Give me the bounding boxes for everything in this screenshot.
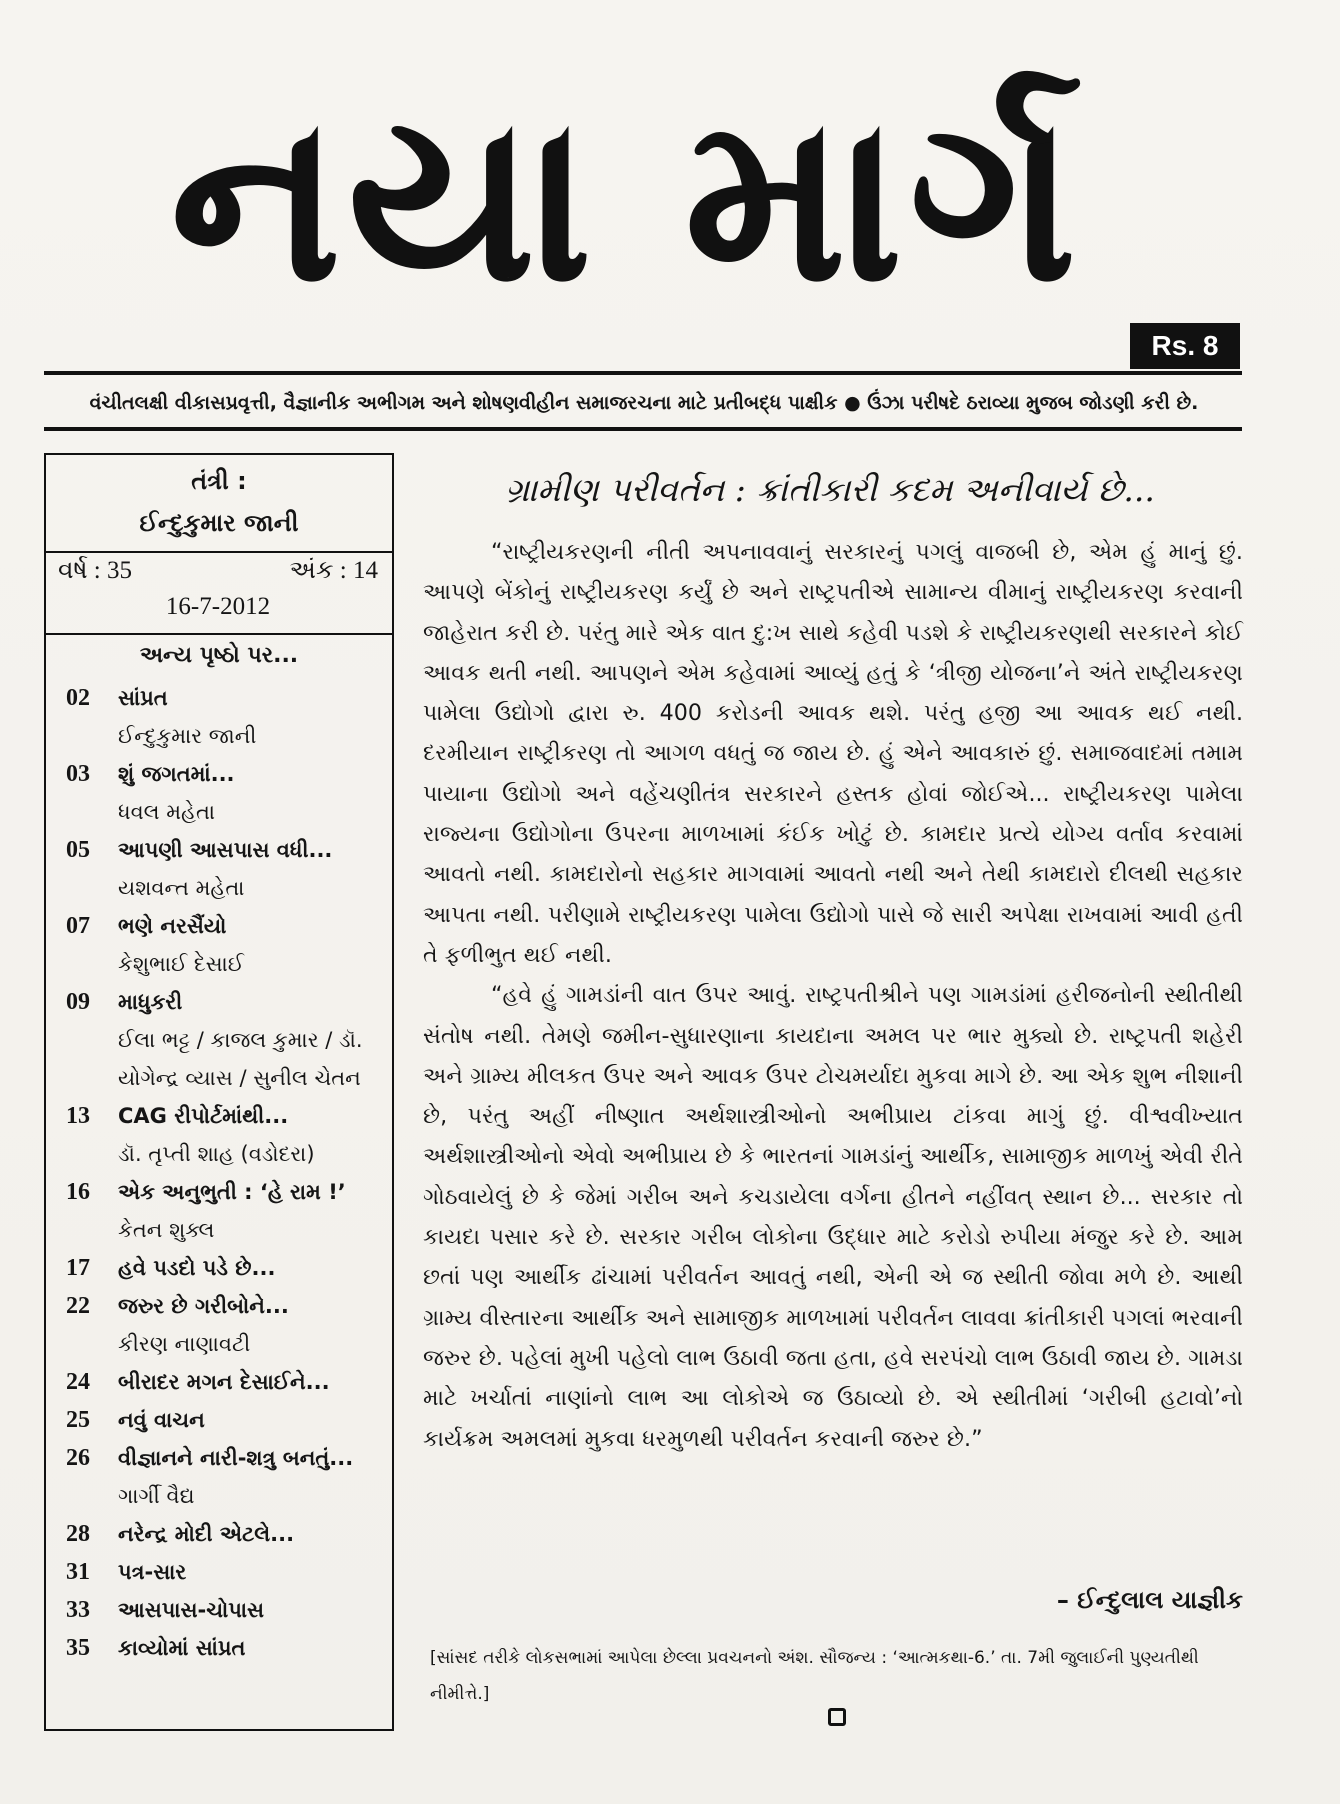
toc-page-number: 35 [66, 1635, 90, 1661]
toc-item[interactable] [66, 1439, 386, 1515]
toc-title: આપણી આસપાસ વધી... [118, 838, 333, 862]
toc-title: ભણે નરસૈંયો [118, 914, 227, 938]
toc-item[interactable] [66, 1401, 386, 1439]
toc-title: નરેન્દ્ર મોદી એટલે... [118, 1522, 295, 1546]
toc-page-number: 28 [66, 1521, 90, 1547]
price-badge: Rs. 8 [1130, 323, 1240, 369]
masthead-title: નયા માર્ગ [170, 66, 1083, 333]
article-body [423, 532, 1243, 1459]
toc-item[interactable] [66, 755, 386, 831]
masthead-rule-top [44, 371, 1242, 375]
toc-page-number: 25 [66, 1407, 90, 1433]
toc-item[interactable] [66, 1097, 386, 1173]
toc-page-number: 16 [66, 1179, 90, 1205]
toc-item[interactable] [66, 1363, 386, 1401]
toc-page-number: 03 [66, 761, 90, 787]
volume-number: વર્ષ : 35 [58, 557, 132, 584]
toc-item[interactable] [66, 983, 386, 1097]
editor-label: તંત્રી : [191, 467, 247, 495]
toc-title: જરુર છે ગરીબોને... [118, 1294, 289, 1318]
toc-title: સાંપ્રત [118, 686, 168, 710]
toc-page-number: 26 [66, 1445, 90, 1471]
toc-title: કાવ્યોમાં સાંપ્રત [118, 1636, 246, 1660]
toc-page-number: 05 [66, 837, 90, 863]
toc-author: ડૉ. તૃપ્તી શાહ (વડોદરા) [118, 1142, 315, 1166]
divider [46, 551, 392, 553]
toc-title: આસપાસ-ચોપાસ [118, 1598, 265, 1622]
toc-page-number: 31 [66, 1559, 90, 1585]
toc-author: ઈલા ભટ્ટ / કાજલ કુમાર / ડૉ. યોગેન્દ્ર વ્યાસ / સુનીલ ચેતન [118, 1028, 363, 1090]
toc-item[interactable] [66, 1287, 386, 1363]
article-footnote: [સાંસદ તરીકે લોકસભામાં આપેલા છેલ્લા પ્રવચનનો અંશ. સૌજન્ય : ‘આત્મકથા-6.’ તા. 7મી જુલાઈની પુણ્યતીથી નીમીત્તે.] [430, 1648, 1199, 1704]
toc-author: ગાર્ગી વૈદ્ય [118, 1484, 195, 1508]
toc-page-number: 02 [66, 685, 90, 711]
divider [46, 633, 392, 635]
toc-item[interactable] [66, 831, 386, 907]
contents-box [44, 453, 394, 1731]
toc-item[interactable] [66, 1591, 386, 1629]
toc-page-number: 07 [66, 913, 90, 939]
toc-page-number: 33 [66, 1597, 90, 1623]
issue-number: અંક : 14 [289, 557, 378, 584]
toc-title: CAG રીપોર્ટમાંથી... [118, 1104, 289, 1128]
toc-page-number: 22 [66, 1293, 90, 1319]
toc-title: એક અનુભુતી : ‘હે રામ !’ [118, 1180, 346, 1204]
article-signature: – ઈન્દુલાલ યાજ્ઞીક [1056, 1586, 1243, 1614]
toc-title: બીરાદર મગન દેસાઈને... [118, 1370, 330, 1394]
issue-date: 16-7-2012 [165, 593, 271, 620]
toc-author: કીરણ નાણાવટી [118, 1332, 251, 1356]
table-of-contents [66, 679, 386, 1667]
masthead-rule-bottom [44, 427, 1242, 431]
toc-page-number: 24 [66, 1369, 90, 1395]
toc-item[interactable] [66, 1629, 386, 1667]
toc-item[interactable] [66, 1249, 386, 1287]
toc-author: યશવન્ત મહેતા [118, 876, 245, 900]
end-of-article-icon [828, 1708, 846, 1726]
other-pages-heading: અન્ય પૃષ્ઠો પર... [139, 643, 299, 668]
toc-item[interactable] [66, 1173, 386, 1249]
article-paragraph: “રાષ્ટ્રીયકરણની નીતી અપનાવવાનું સરકારનું પગલું વાજબી છે, એમ હું માનું છું. આપણે બેંકોનું રાષ્ટ્રીયકરણ કર્યું છે અને રાષ્ટ્રપતીએ સામાન્ય વીમાનું રાષ્ટ્રીયકરણ કરવાની જાહેરાત કરી છે. પરંતુ મારે એક વાત દુ:ખ સાથે કહેવી પડશે કે રાષ્ટ્રીયકરણથી સરકારને કોઈ આવક થતી નથી. આપણને એમ કહેવામાં આવ્યું હતું કે ‘ત્રીજી યોજના’ને અંતે રાષ્ટ્રીયકરણ પામેલા ઉદ્યોગો દ્વારા રુ. 400 કરોડની આવક થશે. પરંતુ હજી આ આવક થઈ નથી. દરમીયાન રાષ્ટ્રીકરણ તો આગળ વધતું જ જાય છે. હું એને આવકારું છું. સમાજવાદમાં તમામ પાયાના ઉદ્યોગો અને વહેંચણીતંત્ર સરકારને હસ્તક હોવાં જોઈએ... રાષ્ટ્રીયકરણ પામેલા રાજ્યના ઉદ્યોગોના ઉપરના માળખામાં કંઈક ખોટું છે. કામદાર પ્રત્યે યોગ્ય વર્તાવ કરવામાં આવતો નથી. કામદારોનો સહકાર માગવામાં આવતો નથી અને તેથી કામદારો દીલથી સહકાર આપતા નથી. પરીણામે રાષ્ટ્રીયકરણ પામેલા ઉદ્યોગો પાસે જે સારી અપેક્ષા રાખવામાં આવી હતી તે ફળીભુત થઈ નથી. [423, 539, 1243, 968]
toc-title: નવું વાચન [118, 1408, 205, 1432]
toc-title: માધુકરી [118, 990, 183, 1014]
toc-author: કેશુભાઈ દેસાઈ [118, 952, 244, 976]
toc-item[interactable] [66, 1515, 386, 1553]
toc-title: વીજ્ઞાનને નારી-શત્રુ બનતું... [118, 1446, 354, 1470]
toc-author: ઈન્દુકુમાર જાની [118, 724, 257, 748]
toc-title: હવે પડદો પડે છે... [118, 1256, 276, 1280]
article-paragraph: “હવે હું ગામડાંની વાત ઉપર આવું. રાષ્ટ્રપતીશ્રીને પણ ગામડાંમાં હરીજનોની સ્થીતીથી સંતોષ નથી. તેમણે જમીન-સુધારણાના કાયદાના અમલ પર ભાર મુક્યો છે. રાષ્ટ્રપતી શહેરી અને ગ્રામ્ય મીલકત ઉપર અને આવક ઉપર ટોચમર્યાદા મુકવા માગે છે. આ એક શુભ નીશાની છે, પરંતુ અહીં નીષ્ણાત અર્થશાસ્ત્રીઓનો અભીપ્રાય ટાંકવા માગું છું. વીશ્વવીખ્યાત અર્થશાસ્ત્રીઓનો એવો અભીપ્રાય છે કે ભારતનાં ગામડાંનું આર્થીક, સામાજીક માળખું એવી રીતે ગોઠવાયેલું છે કે જેમાં ગરીબ અને કચડાયેલા વર્ગના હીતને નહીંવત્ સ્થાન છે... સરકાર તો કાયદા પસાર કરે છે. સરકાર ગરીબ લોકોના ઉદ્ધાર માટે કરોડો રુપીયા મંજુર કરે છે. આમ છતાં પણ આર્થીક ઢાંચામાં પરીવર્તન આવતું નથી, એની એ જ સ્થીતી જોવા મળે છે. આથી ગ્રામ્ય વીસ્તારના આર્થીક અને સામાજીક માળખામાં પરીવર્તન લાવવા ક્રાંતીકારી પગલાં ભરવાની જરુર છે. પહેલાં મુખી પહેલો લાભ ઉઠાવી જતા હતા, હવે સરપંચો લાભ ઉઠાવી જાય છે. ગામડા માટે ખર્ચાતાં નાણાંનો લાભ આ લોકોએ જ ઉઠાવ્યો છે. એ સ્થીતીમાં ‘ગરીબી હટાવો’નો કાર્યક્રમ અમલમાં મુકવા ધરમુળથી પરીવર્તન કરવાની જરુર છે.” [423, 982, 1243, 1452]
toc-title: શું જગતમાં... [118, 762, 235, 786]
article-headline: ગ્રામીણ પરીવર્તન : ક્રાંતીકારી કદમ અનીવાર્ય છે... [505, 470, 1155, 509]
toc-item[interactable] [66, 907, 386, 983]
toc-page-number: 17 [66, 1255, 90, 1281]
editor-name: ઈન્દુકુમાર જાની [139, 509, 299, 537]
toc-item[interactable] [66, 679, 386, 755]
toc-item[interactable] [66, 1553, 386, 1591]
toc-page-number: 13 [66, 1103, 90, 1129]
tagline: વંચીતલક્ષી વીકાસપ્રવૃત્તી, વૈજ્ઞાનીક અભીગમ અને શોષણવીહીન સમાજરચના માટે પ્રતીબદ્ધ પાક્ષીક ● ઉંઝા પરીષદે ઠરાવ્યા મુજબ જોડણી કરી છે. [89, 392, 1199, 414]
toc-title: પત્ર-સાર [118, 1560, 187, 1584]
toc-author: ધવલ મહેતા [118, 800, 216, 824]
toc-page-number: 09 [66, 989, 90, 1015]
toc-author: કેતન શુક્લ [118, 1218, 215, 1242]
